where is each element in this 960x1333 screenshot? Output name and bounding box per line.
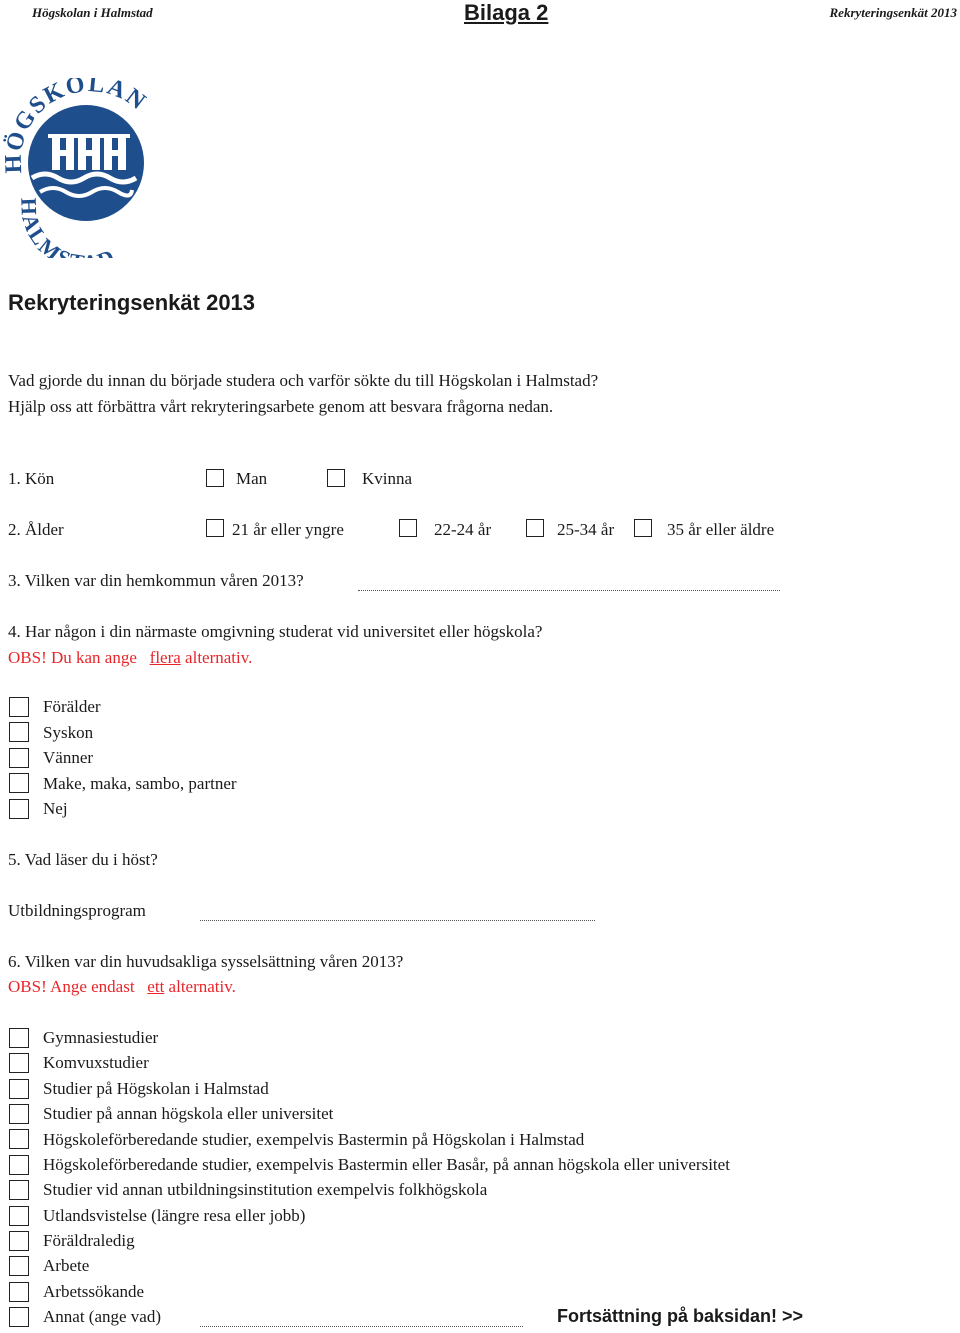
q6-checkbox-2[interactable] (9, 1053, 29, 1073)
q6-option-6: Högskoleförberedande studier, exempelvis Bastermin eller Basår, på annan högskola eller universitet (43, 1155, 730, 1174)
q2-checkbox-4[interactable] (634, 519, 652, 537)
q2-option-1: 21 år eller yngre (232, 520, 344, 539)
q6-note-pre: OBS! Ange endast (8, 977, 135, 996)
q6-checkbox-10[interactable] (9, 1256, 29, 1276)
header-left: Högskolan i Halmstad (32, 5, 153, 20)
q6-checkbox-12[interactable] (9, 1307, 29, 1327)
q5-label: 5. Vad läser du i höst? (8, 850, 158, 869)
q6-note (8, 977, 236, 997)
q1-option-kvinna: Kvinna (362, 469, 413, 488)
q2-label: 2. Ålder (8, 520, 64, 539)
continue-note: Fortsättning på baksidan! >> (557, 1306, 804, 1326)
q6-option-8: Utlandsvistelse (längre resa eller jobb) (43, 1206, 306, 1225)
q4-label: 4. Har någon i din närmaste omgivning studerat vid universitet eller högskola? (8, 622, 543, 641)
q6-checkbox-1[interactable] (9, 1028, 29, 1048)
q6-other-answer-line[interactable] (200, 1326, 523, 1327)
q6-option-7: Studier vid annan utbildningsinstitution exempelvis folkhögskola (43, 1180, 488, 1199)
q6-option-9: Föräldraledig (43, 1231, 135, 1250)
q6-option-11: Arbetssökande (43, 1282, 145, 1301)
q6-option-2: Komvuxstudier (43, 1053, 149, 1072)
logo-top-text: HÖGSKOLAN (0, 78, 152, 174)
q5-answer-line[interactable] (200, 920, 595, 921)
q6-option-1: Gymnasiestudier (43, 1028, 159, 1047)
q4-note (8, 648, 252, 668)
q6-checkbox-9[interactable] (9, 1231, 29, 1251)
q4-checkbox-1[interactable] (9, 697, 29, 717)
q6-checkbox-7[interactable] (9, 1180, 29, 1200)
q4-option-4: Make, maka, sambo, partner (43, 774, 237, 793)
logo-bottom-text: HALM (16, 197, 68, 258)
q6-option-12: Annat (ange vad) (43, 1307, 162, 1326)
q4-note-post: alternativ. (185, 648, 253, 667)
header-right: Rekryteringsenkät 2013 (829, 5, 957, 20)
intro-line-1: Vad gjorde du innan du började studera och varför sökte du till Högskolan i Halmstad? (8, 371, 599, 390)
q4-option-2: Syskon (43, 723, 94, 742)
q5-field-label: Utbildningsprogram (8, 901, 146, 920)
page-title: Rekryteringsenkät 2013 (8, 290, 256, 315)
q2-checkbox-3[interactable] (526, 519, 544, 537)
q4-option-1: Förälder (43, 697, 101, 716)
q4-checkbox-5[interactable] (9, 799, 29, 819)
intro-line-2: Hjälp oss att förbättra vårt rekryteringsarbete genom att besvara frågorna nedan. (8, 397, 554, 416)
q1-checkbox-kvinna[interactable] (327, 469, 345, 487)
q1-option-man: Man (236, 469, 268, 488)
university-logo (0, 78, 180, 258)
q6-option-4: Studier på annan högskola eller universitet (43, 1104, 334, 1123)
q1-checkbox-man[interactable] (206, 469, 224, 487)
q2-option-4: 35 år eller äldre (667, 520, 775, 539)
q2-checkbox-2[interactable] (399, 519, 417, 537)
q6-checkbox-8[interactable] (9, 1206, 29, 1226)
q4-option-5: Nej (43, 799, 68, 818)
q4-checkbox-3[interactable] (9, 748, 29, 768)
q2-checkbox-1[interactable] (206, 519, 224, 537)
q6-label: 6. Vilken var din huvudsakliga sysselsättning våren 2013? (8, 952, 404, 971)
q1-label: 1. Kön (8, 469, 55, 488)
q4-note-emphasis: flera (149, 648, 181, 667)
q6-checkbox-11[interactable] (9, 1282, 29, 1302)
q6-option-5: Högskoleförberedande studier, exempelvis Bastermin på Högskolan i Halmstad (43, 1130, 585, 1149)
q6-option-10: Arbete (43, 1256, 90, 1275)
q4-checkbox-4[interactable] (9, 773, 29, 793)
q3-label: 3. Vilken var din hemkommun våren 2013? (8, 571, 304, 590)
q6-checkbox-5[interactable] (9, 1129, 29, 1149)
q3-answer-line[interactable] (358, 590, 780, 591)
q6-note-emphasis: ett (147, 977, 165, 996)
header-center: Bilaga 2 (464, 0, 549, 25)
q4-option-3: Vänner (43, 748, 94, 767)
q6-note-post: alternativ. (168, 977, 236, 996)
q2-option-3: 25-34 år (557, 520, 615, 539)
q6-option-3: Studier på Högskolan i Halmstad (43, 1079, 269, 1098)
q4-checkbox-2[interactable] (9, 722, 29, 742)
q2-option-2: 22-24 år (434, 520, 492, 539)
q4-note-pre: OBS! Du kan ange (8, 648, 137, 667)
q6-checkbox-4[interactable] (9, 1104, 29, 1124)
q6-checkbox-3[interactable] (9, 1079, 29, 1099)
q6-checkbox-6[interactable] (9, 1155, 29, 1175)
